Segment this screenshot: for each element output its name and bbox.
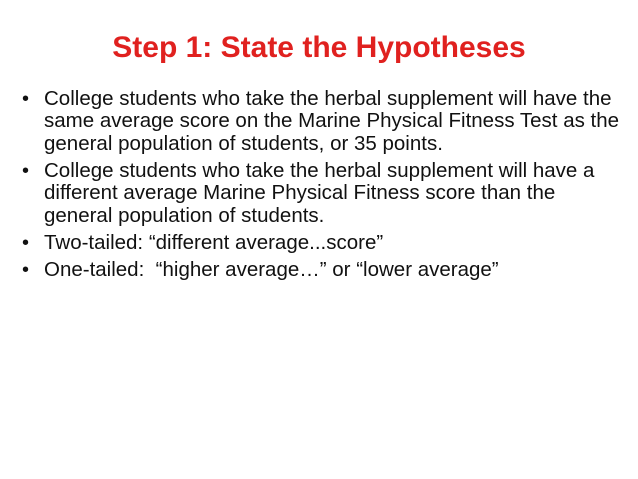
bullet-dot-icon: • <box>22 258 30 281</box>
bullet-text: Two-tailed: “different average...score” <box>44 230 384 254</box>
slide-title: Step 1: State the Hypotheses <box>112 31 526 64</box>
bullet-text: College students who take the herbal supplement will have the same average score on the Marine Physical Fitness Test as the general population of students, or 35 points. <box>44 87 620 155</box>
bullet-text: One-tailed: “higher average…” or “lower average” <box>44 257 499 281</box>
bullet-dot-icon: • <box>22 159 30 182</box>
bullet-dot-icon: • <box>22 88 30 110</box>
bullet-item-alternative-hypothesis <box>20 160 620 227</box>
bullet-item-one-tailed <box>20 259 620 281</box>
bullet-item-two-tailed <box>20 232 620 254</box>
bullet-item-null-hypothesis <box>20 88 620 155</box>
bullet-text: College students who take the herbal supplement will have a different average Marine Physical Fitness score than the general population of students. <box>44 158 595 227</box>
bullet-dot-icon: • <box>22 231 30 254</box>
bullet-list <box>20 88 620 286</box>
